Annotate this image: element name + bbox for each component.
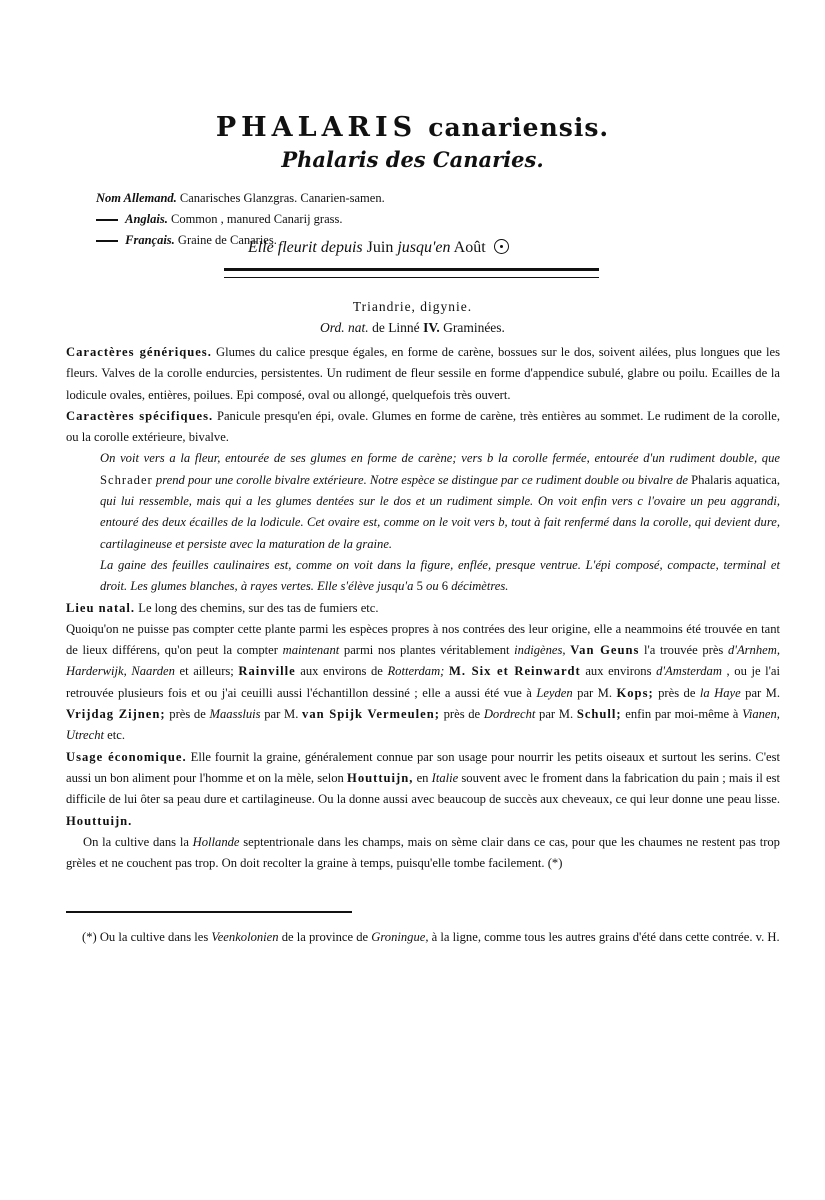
botanist-name: Van Geuns	[570, 643, 640, 658]
place-names: Vianen, Utrecht	[66, 707, 780, 743]
habitat-section	[66, 598, 780, 619]
header-rule-thick	[224, 268, 599, 271]
figure-description	[66, 448, 780, 554]
annual-symbol-icon	[494, 239, 509, 254]
name-text: Canarisches Glanzgras. Canarien-samen.	[179, 191, 385, 205]
linnaean-class: Triandrie, digynie.	[352, 299, 473, 314]
habitat-text: maintenant	[282, 643, 340, 658]
name-label: Nom Allemand.	[96, 191, 177, 205]
usage-text: Elle fournit la graine, généralement connue par son usage pour nourrir les petits oiseaux et surtout les serins. C'est aussi un bon aliment pour l'homme et on la mèle, selon	[66, 749, 780, 785]
ordnat-number: IV.	[423, 320, 440, 335]
flowering-text: Elle fleurit depuis	[248, 239, 363, 256]
place-name: Rotterdam;	[387, 664, 445, 679]
habitat-text: près de	[169, 707, 206, 722]
section-heading: Caractères génériques.	[66, 345, 212, 359]
usage-section	[66, 747, 780, 832]
habitat-text: enfin par moi-même à	[625, 707, 739, 722]
name-label: Anglais.	[125, 212, 168, 226]
name-row-english	[96, 209, 385, 230]
flowering-period	[248, 239, 509, 257]
habitat-text: Quoiqu'on ne puisse pas compter cette plante parmi les espèces propres à nos contrées des leur origine, elle a neammoins été trouvée en tant de lieux différens, qu'on peut la compter	[66, 621, 780, 658]
place-name: Groningue,	[371, 930, 429, 944]
habitat-text: etc.	[107, 728, 125, 743]
place-name: Italie	[431, 770, 459, 785]
place-name: Veenkolonien	[211, 930, 279, 944]
sheath-text: La gaine des feuilles caulinaires est, comme on voit dans la figure, enflée, presque ventrue. L'épi composé, compacte, terminal et droit. Les glumes blanches, à rayes vertes. Elle s'élève jusqu'a	[100, 557, 780, 594]
habitat-text: par M.	[577, 685, 613, 700]
footnote-text: (*) Ou la cultive dans les	[82, 930, 209, 944]
natural-order	[0, 320, 825, 336]
culture-text: On la cultive dans la	[83, 834, 189, 849]
botanist-name: Houttuijn,	[347, 770, 414, 785]
habitat-text: par M.	[264, 707, 299, 722]
place-name: la Haye	[699, 685, 741, 700]
name-row-german	[96, 188, 385, 209]
place-name: Leyden	[536, 685, 573, 700]
title-species: canariensis.	[428, 113, 610, 142]
specific-characters	[66, 406, 780, 449]
ordnat-name: Linné	[388, 320, 420, 335]
name-label: Français.	[125, 233, 175, 247]
ordnat-de: de	[372, 320, 385, 335]
main-text	[66, 342, 780, 874]
ordnat-label: Ord. nat.	[320, 320, 369, 335]
place-name: Hollande	[192, 834, 240, 849]
section-text: Glumes du calice presque égales, en forme de carène, bossues sur le dos, soivent ailées, plus longues que les fleurs. Valves de la corolle endurcies, persistentes. Un rudiment de fleur sessile en forme d'appendice subulé, glabre ou poilu. Ecailles de la lodicule ovales, entières, poilues. Epi composé, oval ou allongé, quelquefois très ouvert.	[66, 345, 780, 402]
habitat-text: , ou je l'ai retrouvée plusieurs fois et ou j'ai ceuilli aussi l'échantillon dessiné ; elle a aussi été vue à	[66, 664, 780, 700]
figure-text: prend pour une corolle bivalre extérieure. Notre espèce se distingue par ce rudiment double ou bivalre de	[155, 472, 688, 487]
botanist-name: Kops;	[616, 685, 654, 700]
ditto-dash	[96, 219, 118, 221]
name-text: Graine de Canaries.	[177, 233, 277, 247]
height-max: 6	[441, 579, 449, 594]
botanist-name: Schull;	[576, 707, 622, 722]
height-min: 5	[416, 579, 423, 594]
habitat-text: indigènes,	[514, 643, 566, 658]
section-heading: Lieu natal.	[66, 600, 136, 615]
footnote-text: à la ligne, comme tous les autres grains d'été dans cette contrée. v. H.	[431, 930, 780, 944]
habitat-text: par M.	[539, 707, 574, 722]
sheath-text: ou	[426, 579, 439, 594]
flowering-month-end: Août	[453, 239, 486, 256]
botanist-name: Vrijdag Zijnen;	[66, 707, 166, 722]
header-rule-thin	[224, 277, 599, 278]
section-text: Le long des chemins, sur des tas de fumiers etc.	[138, 600, 379, 615]
habitat-text: l'a trouvée près	[643, 643, 724, 658]
usage-text: en	[416, 770, 429, 785]
footnote-text: de la province de	[281, 930, 369, 944]
figure-text: On voit vers a la fleur, entourée de ses glumes en forme de carène; vers b la corolle fermée, entourée d'un rudiment double, que	[100, 451, 780, 466]
footnote-text-block	[66, 928, 780, 947]
section-heading: Usage économique.	[66, 749, 187, 764]
place-name: d'Amsterdam	[656, 664, 722, 679]
habitat-text: près de	[658, 685, 696, 700]
botanist-name: van Spijk Vermeulen;	[302, 707, 440, 722]
flowering-text: jusqu'en	[397, 239, 451, 256]
footnote	[66, 928, 780, 947]
title-genus: PHALARIS	[215, 112, 418, 143]
name-text: Common , manured Canarij grass.	[170, 212, 343, 226]
author-name: Schrader	[100, 472, 153, 487]
habitat-text: et ailleurs;	[179, 664, 234, 679]
footnote-rule	[66, 911, 352, 913]
botanist-name: Houttuijn.	[66, 813, 133, 828]
place-name: Maassluis	[209, 707, 261, 722]
habitat-text: aux environs	[585, 664, 652, 679]
place-name: Dordrecht	[483, 707, 536, 722]
sheath-description	[66, 555, 780, 598]
habitat-text: par M.	[745, 685, 781, 700]
culture-text: septentrionale dans les champs, mais on sème clair dans ce cas, pour que les chaumes ne restent pas trop grèles et ne couchent pas trop. On doit recolter la graine à temps, puisqu'elle tombe facilement. (*)	[66, 834, 780, 871]
culture-section	[66, 832, 780, 875]
place-names: d'Arnhem, Harderwijk, Naarden	[66, 643, 780, 679]
botanist-name: Rainville	[238, 664, 296, 679]
figure-text: qui lui ressemble, mais qui a les glumes dentées sur le dos et un rudiment simple. On voit enfin vers c l'ovaire un peu aggrandi, entouré des deux écailles de la lodicule. Cet ovaire est, comme on le voit vers b, tout à fait renfermé dans la corolle, qui devient dure, cartilagineuse et persiste avec la maturation de la graine.	[100, 494, 780, 551]
habitat-text: aux environs de	[300, 664, 383, 679]
page-title	[0, 108, 825, 151]
section-text: Panicule presqu'en épi, ovale. Glumes en forme de carène, très entières au sommet. Le rudiment de la corolle, ou la corolle extérieure, bivalve.	[66, 408, 780, 445]
section-heading: Caractères spécifiques.	[66, 408, 214, 423]
botanist-name: M. Six et Reinwardt	[448, 664, 581, 679]
ditto-dash	[96, 240, 118, 242]
usage-text: souvent avec le froment dans la fabrication du pain ; mais il est difficile de lui ôter sa peau dure et cartilagineuse. Ou la donne aussi avec beaucoup de succès aux cheveaux, ce qui leur donne une peau lisse.	[66, 770, 781, 807]
sheath-text: décimètres.	[451, 579, 509, 594]
habitat-details	[66, 619, 780, 747]
ordnat-family: Graminées.	[443, 320, 505, 335]
generic-characters	[66, 342, 780, 406]
page-subtitle: Phalaris des Canaries.	[281, 147, 544, 172]
flowering-month-start: Juin	[366, 239, 394, 256]
habitat-text: parmi nos plantes véritablement	[343, 643, 510, 658]
species-name: Phalaris aquatica,	[691, 472, 780, 487]
habitat-text: près de	[443, 707, 481, 722]
